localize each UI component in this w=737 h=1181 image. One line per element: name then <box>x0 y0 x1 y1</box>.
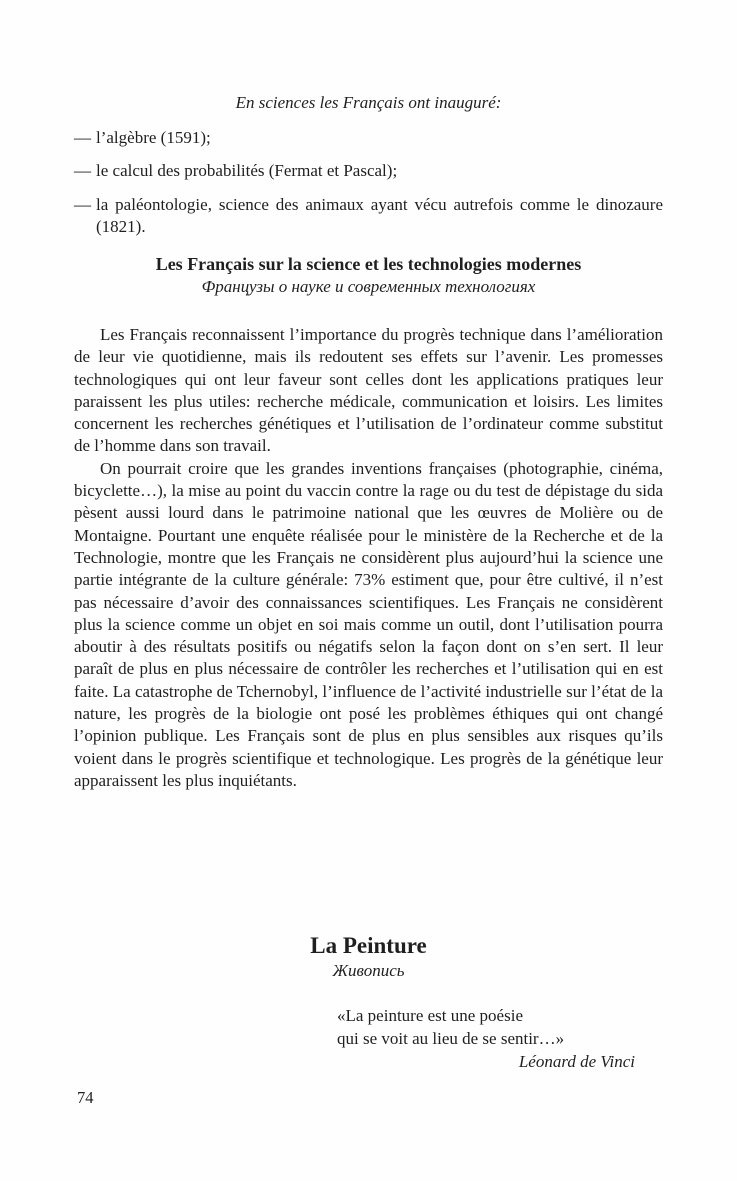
science-section <box>74 252 663 792</box>
quote-line: «La peinture est une poésie <box>337 1006 523 1025</box>
intro-section <box>74 92 663 238</box>
list-item-text: la paléontologie, science des animaux ayant vécu autrefois comme le dinozaure (1821). <box>96 194 663 236</box>
list-item-text: l’algèbre (1591); <box>96 128 211 147</box>
intro-list <box>74 127 663 238</box>
page-number: 74 <box>77 1088 94 1107</box>
intro-heading: En sciences les Français ont inauguré: <box>235 93 502 112</box>
painting-section-title: La Peinture <box>310 933 427 958</box>
painting-section <box>74 932 663 1073</box>
dash-marker: — <box>74 128 91 147</box>
painting-section-subtitle-ru: Живопись <box>332 961 405 980</box>
list-item <box>74 160 663 182</box>
list-item <box>74 194 663 239</box>
science-section-title: Les Français sur la science et les technologies modernes <box>155 254 582 274</box>
epigraph-quote <box>337 1004 663 1073</box>
list-item <box>74 127 663 149</box>
quote-author: Léonard de Vinci <box>518 1052 635 1071</box>
dash-marker: — <box>74 161 91 181</box>
body-paragraph: Les Français reconnaissent l’importance du progrès technique dans l’amélioration de leur vie quotidienne, mais ils redoutent ses effets sur l’avenir. Les promesses technologiques qui ont leur faveur sont celles dont les applications pratiques leur paraissent les plus utiles: recherche médicale, communication et loisirs. Les limites concernent les recherches génétiques et l’utilisation de l’ordinateur comme substitut de l’homme dans son travail. <box>74 325 663 456</box>
quote-line: qui se voit au lieu de se sentir…» <box>337 1029 565 1048</box>
science-section-subtitle-ru: Французы о науке и современных технологиях <box>201 277 536 296</box>
list-item-text: le calcul des probabilités (Fermat et Pascal); <box>96 161 398 181</box>
dash-marker: — <box>74 194 91 214</box>
body-paragraph: On pourrait croire que les grandes inventions françaises (photographie, cinéma, bicyclette…), la mise au point du vaccin contre la rage ou du test de dépistage du sida pèsent aussi lourd dans le patrimoine national que les œuvres de Molière ou de Montaigne. Pourtant une enquête réalisée pour le ministère de la Recherche et de la Technologie, montre que les Français ne considèrent plus aujourd’hui la science une partie intégrante de la culture générale: 73% estiment que, pour être cultivé, il n’est pas nécessaire d’avoir des connaissances scientifiques. Les Français ne considèrent plus la science comme un objet en soi mais comme un outil, dont l’utilisation pourra aboutir à des résultats positifs ou négatifs selon la façon dont on s’en sert. Il leur paraît de plus en plus nécessaire de contrôler les recherches et l’utilisation qui en est faite. La catastrophe de Tchernobyl, l’influence de l’activité industrielle sur l’état de la nature, les progrès de la biologie ont posé les problèmes éthiques qui ont changé l’opinion publique. Les Français sont de plus en plus sensibles aux risques qu’ils voient dans le progrès scientifique et technologique. Les progrès de la génétique leur apparaissent les plus inquiétants. <box>74 458 663 790</box>
